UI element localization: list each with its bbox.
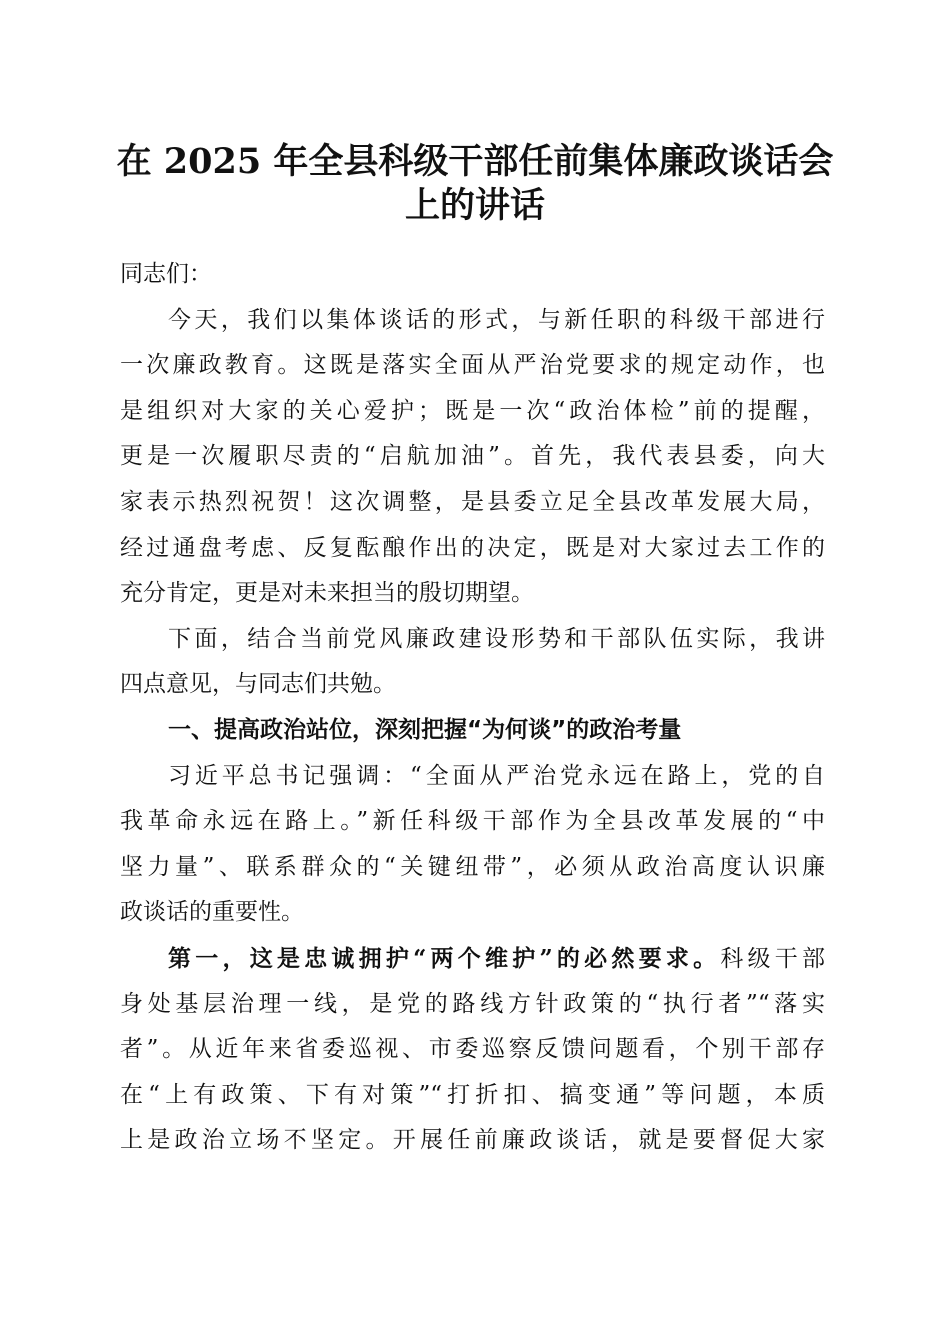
paragraph-lead-bold: 第一，这是忠诚拥护“两个维护”的必然要求。 xyxy=(168,944,721,972)
paragraph-line: 经过通盘考虑、反复酝酿作出的决定，既是对大家过去工作的 xyxy=(120,534,825,561)
salutation: 同志们： xyxy=(120,261,212,287)
paragraph-line: 充分肯定，更是对未来担当的殷切期望。 xyxy=(120,580,534,607)
paragraph-line: 者”。从近年来省委巡视、市委巡察反馈问题看，个别干部存 xyxy=(120,1036,825,1063)
paragraph-line: 家表示热烈祝贺！这次调整，是县委立足全县改革发展大局， xyxy=(120,488,825,515)
paragraph-line: 政谈话的重要性。 xyxy=(120,899,304,926)
paragraph-line: 上是政治立场不坚定。开展任前廉政谈话，就是要督促大家 xyxy=(120,1127,825,1154)
document-title-line-1: 在 2025 年全县科级干部任前集体廉政谈话会 xyxy=(116,141,834,182)
paragraph-line: 坚力量”、联系群众的“关键纽带”，必须从政治高度认识廉 xyxy=(120,853,825,880)
paragraph-line: 更是一次履职尽责的“启航加油”。首先，我代表县委，向大 xyxy=(120,443,825,470)
paragraph-line: 是组织对大家的关心爱护；既是一次“政治体检”前的提醒， xyxy=(120,397,825,424)
paragraph-3 xyxy=(120,754,825,936)
paragraph-1 xyxy=(120,298,825,617)
paragraph-line: 我革命永远在路上。”新任科级干部作为全县改革发展的“中 xyxy=(120,808,825,835)
paragraph-line: 下面，结合当前党风廉政建设形势和干部队伍实际，我讲 xyxy=(168,625,825,652)
document-title-line-2: 上的讲话 xyxy=(404,185,545,226)
section-heading-1: 一、提高政治站位，深刻把握“为何谈”的政治考量 xyxy=(168,716,682,743)
paragraph-line: 习近平总书记强调：“全面从严治党永远在路上，党的自 xyxy=(168,762,825,789)
paragraph-line: 身处基层治理一线，是党的路线方针政策的“执行者”“落实 xyxy=(120,990,825,1017)
paragraph-line xyxy=(120,936,825,982)
paragraph-2 xyxy=(120,617,825,708)
paragraph-line: 在“上有政策、下有对策”“打折扣、搞变通”等问题，本质 xyxy=(120,1081,825,1108)
paragraph-line: 四点意见，与同志们共勉。 xyxy=(120,671,396,698)
document-body xyxy=(120,252,825,1164)
paragraph-4 xyxy=(120,936,825,1164)
paragraph-line: 今天，我们以集体谈话的形式，与新任职的科级干部进行 xyxy=(168,306,825,333)
paragraph-lead-rest: 科级干部 xyxy=(720,945,825,972)
paragraph-line: 一次廉政教育。这既是落实全面从严治党要求的规定动作，也 xyxy=(120,352,825,379)
